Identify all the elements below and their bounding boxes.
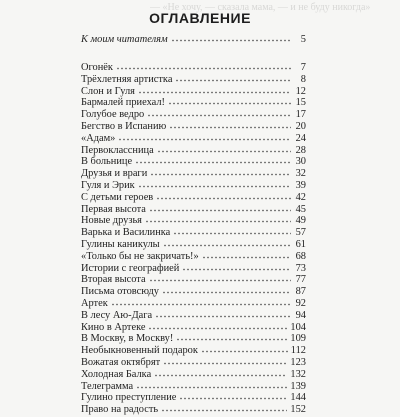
dot-leader [145,215,291,223]
toc-entry-page-number: 20 [295,121,306,132]
toc-entry-page-number: 15 [295,97,306,109]
dot-leader [156,192,291,200]
toc-entry-title: Друзья и враги [81,168,148,180]
toc-entry-title: Трёхлетняя артистка [81,73,173,85]
toc-entry-page-number: 112 [290,345,306,357]
toc-entry-title: Артек [81,298,108,309]
dot-leader [154,369,287,377]
toc-entry-title: Новые друзья [81,215,142,227]
toc-entry-page-number: 32 [295,168,306,180]
dot-leader [138,180,291,188]
dot-leader [136,381,287,389]
toc-entry-title: Первоклассница [81,144,154,156]
dot-leader [135,156,291,164]
dot-leader [149,274,291,282]
toc-entry-title: В лесу Аю-Дага [81,309,153,321]
dot-leader [149,204,291,212]
toc-entry-page-number: 49 [295,215,306,227]
toc-entry-page-number: 7 [300,62,306,73]
toc-entry-title: Письма отовсюду [81,286,159,298]
dot-leader [157,145,291,153]
dot-leader [138,86,291,94]
toc-entry-title: Бегство в Испанию [81,121,167,132]
toc-entry-title: Голубое ведро [81,109,145,121]
toc-entry-page-number: 132 [290,368,306,380]
toc-entry-title: «Только бы не закричать!» [81,250,199,262]
toc-entry-page-number: 12 [295,85,306,97]
toc-entry-page-number: 42 [295,191,306,203]
toc-entry-title: Огонёк [81,62,113,73]
toc-entry-page-number: 73 [295,262,306,274]
toc-entry-page-number: 94 [295,309,306,321]
toc-entry-title: Гулино преступление [81,392,177,404]
toc-entry-title: Холодная Балка [81,368,152,380]
toc-entry-page-number: 17 [295,109,306,121]
dot-leader [111,298,291,306]
toc-entry-page-number: 139 [290,380,306,392]
dot-leader [162,286,291,294]
toc-entry-page-number: 92 [295,298,306,309]
toc-entry-page-number: 28 [295,144,306,156]
dot-leader [171,34,291,42]
toc-entry-title: С детьми героев [81,191,154,203]
toc-entry-title: Вожатая октябрят [81,357,161,368]
toc-entry-title: Варька и Василинка [81,227,171,239]
dot-leader [202,251,291,259]
toc-entry-title: В Москву, в Москву! [81,333,174,345]
toc-entry-page-number: 45 [295,203,306,215]
toc-entry-title: Право на радость [81,404,159,416]
toc-entry-title: Истории с географией [81,262,180,274]
dot-leader [169,121,291,129]
dot-leader [161,404,287,412]
toc-entry-title: Кино в Артеке [81,321,146,333]
dot-leader [176,333,287,341]
toc-entry-title: «Адам» [81,132,116,144]
dot-leader [163,239,291,247]
dot-leader [148,322,287,330]
toc-entry-title: Телеграмма [81,380,134,392]
toc-entry-title: Вторая высота [81,274,146,286]
dot-leader [118,133,291,141]
toc-entry-page-number: 87 [295,286,306,298]
dot-leader [155,310,291,318]
dot-leader [147,109,291,117]
toc-entry-page-number: 39 [295,180,306,191]
bleed-through-text: — «Не хочу, — сказала мама, — и не буду никогда» [150,2,371,13]
dot-leader [116,62,291,70]
toc-entry-title: Гулины каникулы [81,239,160,250]
toc-entry [81,403,306,417]
dot-leader [175,74,291,82]
toc-entry [81,33,306,47]
toc-entry-title: Гуля и Эрик [81,180,135,191]
toc-entry-page-number: 77 [295,274,306,286]
toc-entry-page-number: 144 [290,392,306,404]
toc-entry-page-number: 104 [290,321,306,333]
toc-entry-page-number: 68 [295,250,306,262]
toc-entry-title: Первая высота [81,203,146,215]
toc-entry-page-number: 8 [300,73,306,85]
page-title: ОГЛАВЛЕНИЕ [149,10,251,26]
dot-leader [163,357,287,365]
toc-entry-page-number: 123 [290,357,306,368]
dot-leader [150,168,291,176]
toc-entry-page-number: 109 [290,333,306,345]
dot-leader [168,97,291,105]
dot-leader [182,263,291,271]
dot-leader [179,392,287,400]
toc-entry-title: Слон и Гуля [81,85,135,97]
toc-entry-page-number: 57 [295,227,306,239]
dot-leader [201,345,288,353]
toc-entry-page-number: 61 [295,239,306,250]
toc-entry-title: Бармалей приехал! [81,97,165,109]
toc-entry-page-number: 30 [295,156,306,168]
toc-entry-page-number: 152 [290,404,306,416]
toc-entry-title: В больнице [81,156,133,168]
toc-entry-page-number: 24 [295,132,306,144]
toc-entry-page-number: 5 [300,34,306,45]
toc-entry-title: Необыкновенный подарок [81,345,198,357]
toc-entry-title: К моим читателям [81,34,168,45]
dot-leader [173,227,291,235]
